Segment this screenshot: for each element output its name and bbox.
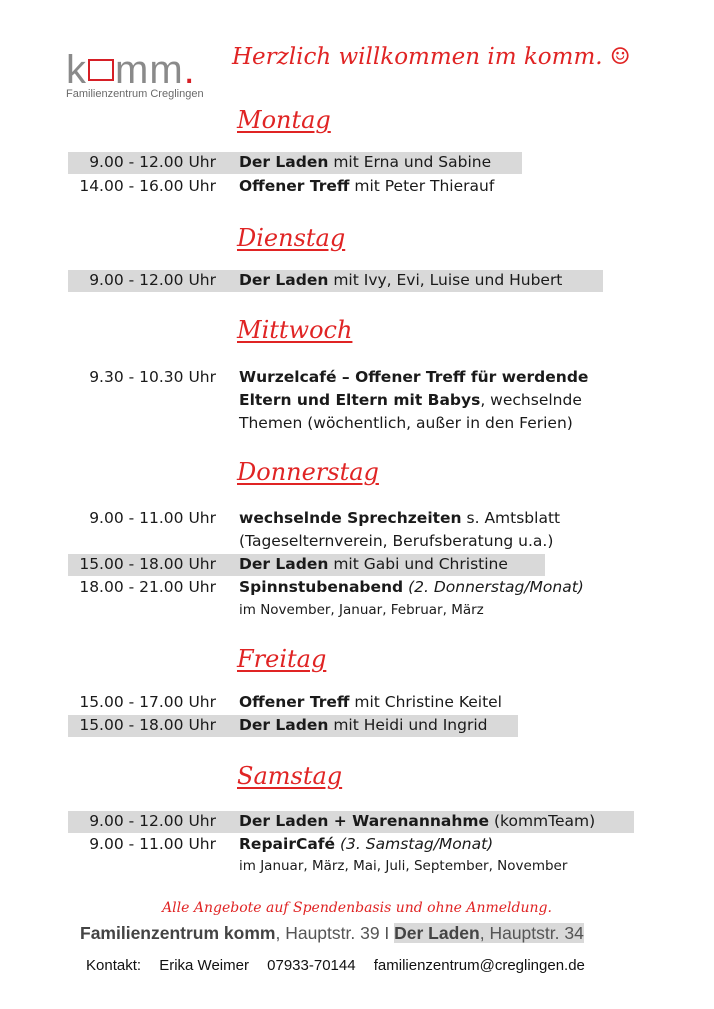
time-label: 15.00 - 18.00 Uhr (79, 555, 216, 573)
logo (66, 50, 216, 105)
event-detail: im November, Januar, Februar, März (239, 602, 484, 618)
event-text (239, 175, 494, 198)
event-detail: (3. Samstag/Monat) (335, 835, 494, 853)
footer-address (80, 922, 584, 944)
logo-subtitle: Familienzentrum Creglingen (66, 88, 204, 100)
event-title: Wurzelcafé – Offener Treff für werdende (239, 368, 589, 386)
event-title: Der Laden (239, 716, 329, 734)
event-title: Der Laden (239, 555, 329, 573)
time-label: 9.00 - 12.00 Uhr (89, 153, 216, 171)
event-title: Offener Treff (239, 693, 350, 711)
event-detail: Themen (wöchentlich, außer in den Ferien) (239, 414, 573, 432)
time-label: 9.00 - 12.00 Uhr (89, 812, 216, 830)
contact-label: Kontakt: (86, 957, 142, 974)
time-label: 14.00 - 16.00 Uhr (79, 177, 216, 195)
contact-phone: 07933-70144 (267, 957, 356, 974)
event-title: Offener Treff (239, 177, 350, 195)
time-label: 9.30 - 10.30 Uhr (89, 368, 216, 386)
event-detail: mit Erna und Sabine (328, 153, 492, 171)
event-detail: mit Gabi und Christine (328, 555, 508, 573)
event-detail: mit Christine Keitel (349, 693, 502, 711)
day-heading-donnerstag: Donnerstag (237, 458, 379, 486)
logo-square-icon (88, 59, 114, 81)
logo-dot: . (183, 48, 196, 92)
logo-letters-mm: mm (115, 48, 184, 92)
welcome-heading: Herzlich willkommen im komm. ☺ (232, 44, 631, 70)
event-text (239, 833, 493, 856)
event-detail: (Tageselternverein, Berufsberatung u.a.) (239, 532, 554, 550)
event-detail: mit Ivy, Evi, Luise und Hubert (328, 271, 563, 289)
event-detail: (2. Donnerstag/Monat) (403, 578, 584, 596)
event-detail: im Januar, März, Mai, Juli, September, November (239, 858, 568, 874)
event-text (239, 507, 560, 530)
shop-address: , Hauptstr. 34 (479, 923, 584, 943)
time-label: 9.00 - 12.00 Uhr (89, 271, 216, 289)
event-text (239, 576, 584, 599)
event-detail: mit Heidi und Ingrid (328, 716, 488, 734)
logo-wordmark (66, 50, 196, 90)
contact-email: familienzentrum@creglingen.de (373, 957, 585, 974)
event-title: Spinnstubenabend (239, 578, 404, 596)
event-title: Eltern und Eltern mit Babys (239, 391, 481, 409)
org-address: , Hauptstr. 39 I (275, 923, 395, 943)
event-title: Der Laden (239, 271, 329, 289)
event-detail: (kommTeam) (489, 812, 596, 830)
event-text (239, 269, 562, 292)
day-heading-dienstag: Dienstag (237, 224, 346, 252)
event-text (239, 151, 491, 174)
event-title: Der Laden (239, 153, 329, 171)
time-label: 15.00 - 18.00 Uhr (79, 716, 216, 734)
footer-contact (86, 957, 599, 974)
time-label: 9.00 - 11.00 Uhr (89, 835, 216, 853)
event-text (239, 366, 588, 389)
event-text (239, 389, 582, 412)
shop-name: Der Laden (394, 923, 480, 943)
event-text (239, 553, 508, 576)
time-label: 18.00 - 21.00 Uhr (79, 578, 216, 596)
event-title: RepairCafé (239, 835, 336, 853)
shop-address-highlight (394, 923, 584, 943)
event-detail: , wechselnde (480, 391, 582, 409)
event-text (239, 714, 487, 737)
event-text (239, 810, 595, 833)
day-heading-samstag: Samstag (237, 762, 343, 790)
day-heading-freitag: Freitag (237, 645, 327, 673)
logo-letter-k: k (66, 48, 87, 92)
footer-note: Alle Angebote auf Spendenbasis und ohne Anmeldung. (162, 900, 552, 916)
event-detail: mit Peter Thierauf (349, 177, 495, 195)
time-label: 9.00 - 11.00 Uhr (89, 509, 216, 527)
time-label: 15.00 - 17.00 Uhr (79, 693, 216, 711)
event-title: wechselnde Sprechzeiten (239, 509, 462, 527)
day-heading-mittwoch: Mittwoch (237, 316, 353, 344)
event-text (239, 691, 502, 714)
day-heading-montag: Montag (237, 106, 331, 134)
contact-name: Erika Weimer (159, 957, 249, 974)
org-name: Familienzentrum komm (80, 923, 276, 943)
event-title: Der Laden + Warenannahme (239, 812, 490, 830)
event-detail: s. Amtsblatt (461, 509, 561, 527)
